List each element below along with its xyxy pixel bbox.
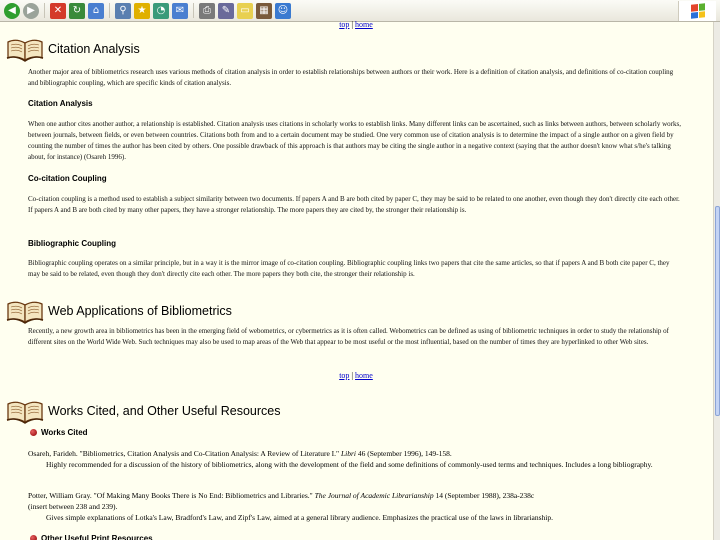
messenger-icon[interactable]: ☺ bbox=[275, 3, 291, 19]
citation-note: Highly recommended for a discussion of the history of bibliometrics, along with the development of the field and some definitions of commonly-used terms and techniques. Includes a long bibliography. bbox=[46, 460, 653, 469]
nav-separator: | bbox=[349, 371, 356, 380]
print-icon[interactable]: ⎙ bbox=[199, 3, 215, 19]
web-applications-paragraph: Recently, a new growth area in bibliometrics has been in the emerging field of webometrics, or cybermetrics as it is often called. Webometrics can be defined as using of bibliometric techniques in order to study the relationship of different sites on the World Wide Web. Such techniques may also be used to map areas of the Web that appear to be most useful or the most influential, based on the number of times they are hyperlinked to other Web sites. bbox=[28, 327, 669, 346]
journal-title: Libri bbox=[340, 449, 356, 458]
toolbar-separator bbox=[109, 3, 110, 18]
citation-text: Potter, William Gray. "Of Making Many Books There is No End: Bibliometrics and Libraries." bbox=[28, 491, 313, 500]
subheading-works-cited: Works Cited bbox=[41, 428, 88, 437]
home-link[interactable]: home bbox=[355, 20, 373, 29]
research-icon[interactable]: ▦ bbox=[256, 3, 272, 19]
home-link[interactable]: home bbox=[355, 371, 373, 380]
subheading-other-resources: Other Useful Print Resources bbox=[41, 534, 153, 540]
subheading-co-citation: Co-citation Coupling bbox=[28, 174, 107, 183]
citation-text: 46 (September 1996), 149-158. bbox=[357, 449, 452, 458]
back-icon[interactable]: ◀ bbox=[4, 3, 20, 19]
scrollbar-thumb[interactable] bbox=[715, 206, 720, 416]
page-content bbox=[0, 22, 712, 540]
browser-toolbar bbox=[0, 0, 720, 22]
refresh-icon[interactable]: ↻ bbox=[69, 3, 85, 19]
citation-analysis-heading bbox=[6, 36, 140, 62]
web-applications-heading bbox=[6, 298, 232, 324]
forward-icon[interactable]: ▶ bbox=[23, 3, 39, 19]
top-nav bbox=[0, 20, 712, 29]
subheading-citation-analysis: Citation Analysis bbox=[28, 99, 93, 108]
bullet-icon bbox=[30, 535, 37, 540]
section-title: Citation Analysis bbox=[48, 42, 140, 56]
favorites-icon[interactable]: ★ bbox=[134, 3, 150, 19]
mid-nav bbox=[0, 371, 712, 380]
nav-separator: | bbox=[349, 20, 356, 29]
top-link[interactable]: top bbox=[339, 20, 350, 29]
bullet-icon bbox=[30, 429, 37, 436]
open-book-icon bbox=[6, 298, 44, 324]
citation-intro-paragraph: Another major area of bibliometrics research uses various methods of citation analysis in order to establish relationships between authors or their work. Here is a definition of citation analysis, and definitions of co-citation coupling and bibliographic coupling, which are specific kinds of citation analysis. bbox=[28, 68, 674, 87]
citation-text: (insert between 238 and 239). bbox=[28, 502, 118, 511]
toolbar-separator bbox=[44, 3, 45, 18]
toolbar-separator bbox=[193, 3, 194, 18]
vertical-scrollbar[interactable] bbox=[713, 22, 720, 540]
section-title: Works Cited, and Other Useful Resources bbox=[48, 404, 281, 418]
citation-analysis-paragraph: When one author cites another author, a relationship is established. Citation analysis uses citations in scholarly works to establish links. Many different links can be ascertained, such as links between authors, between scholarly works, between journals, between fields, or even between countries. Citations both from and to a certain document may be studied. One very common use of citation analysis is to determine the impact of a single author on a given field by counting the number of times the author has been cited by others. One possible drawback of this approach is that authors may be citing the single author in a negative context (saying that the author doesn't know what s/he's talking about, for instance) (Osareh 1996). bbox=[28, 120, 681, 161]
citation-note: Gives simple explanations of Lotka's Law, Bradford's Law, and Zipf's Law, aimed at a general library audience. Emphasizes the practical use of the laws in librarianship. bbox=[46, 513, 554, 522]
edit-icon[interactable]: ✎ bbox=[218, 3, 234, 19]
other-resources-subheading bbox=[30, 534, 153, 540]
home-icon[interactable]: ⌂ bbox=[88, 3, 104, 19]
works-cited-subheading bbox=[30, 428, 88, 437]
search-icon[interactable]: ⚲ bbox=[115, 3, 131, 19]
notes-icon[interactable]: ▭ bbox=[237, 3, 253, 19]
bibliographic-coupling-paragraph: Bibliographic coupling operates on a similar principle, but in a way it is the mirror image of co-citation coupling. Bibliographic coupling links two papers that cite the same articles, so that if papers A and B both cite paper C, they may be said to be related, even though they don't directly cite each other. The more papers they both cite, the stronger their relationship is. bbox=[28, 259, 670, 278]
subheading-bibliographic-coupling: Bibliographic Coupling bbox=[28, 239, 116, 248]
section-title: Web Applications of Bibliometrics bbox=[48, 304, 232, 318]
stop-icon[interactable]: ✕ bbox=[50, 3, 66, 19]
citation-entry-potter bbox=[28, 490, 688, 525]
open-book-icon bbox=[6, 36, 44, 62]
citation-text: 14 (September 1988), 238a-238c bbox=[435, 491, 535, 500]
works-cited-heading bbox=[6, 398, 281, 424]
open-book-icon bbox=[6, 398, 44, 424]
mail-icon[interactable]: ✉ bbox=[172, 3, 188, 19]
citation-text: Osareh, Farideh. "Bibliometrics, Citation Analysis and Co-Citation Analysis: A Review of Literature I." bbox=[28, 449, 340, 458]
windows-logo-icon bbox=[678, 1, 716, 21]
journal-title: The Journal of Academic Librarianship bbox=[314, 491, 434, 500]
co-citation-paragraph: Co-citation coupling is a method used to establish a subject similarity between two documents. If papers A and B are both cited by paper C, they may be said to be related to one another, even though they don't directly cite each other. If papers A and B are both cited by many other papers, they have a stronger relationship. The more papers they are cited by, the stronger their relationship is. bbox=[28, 195, 680, 214]
citation-entry-osareh bbox=[28, 448, 688, 483]
top-link[interactable]: top bbox=[339, 371, 350, 380]
history-icon[interactable]: ◔ bbox=[153, 3, 169, 19]
